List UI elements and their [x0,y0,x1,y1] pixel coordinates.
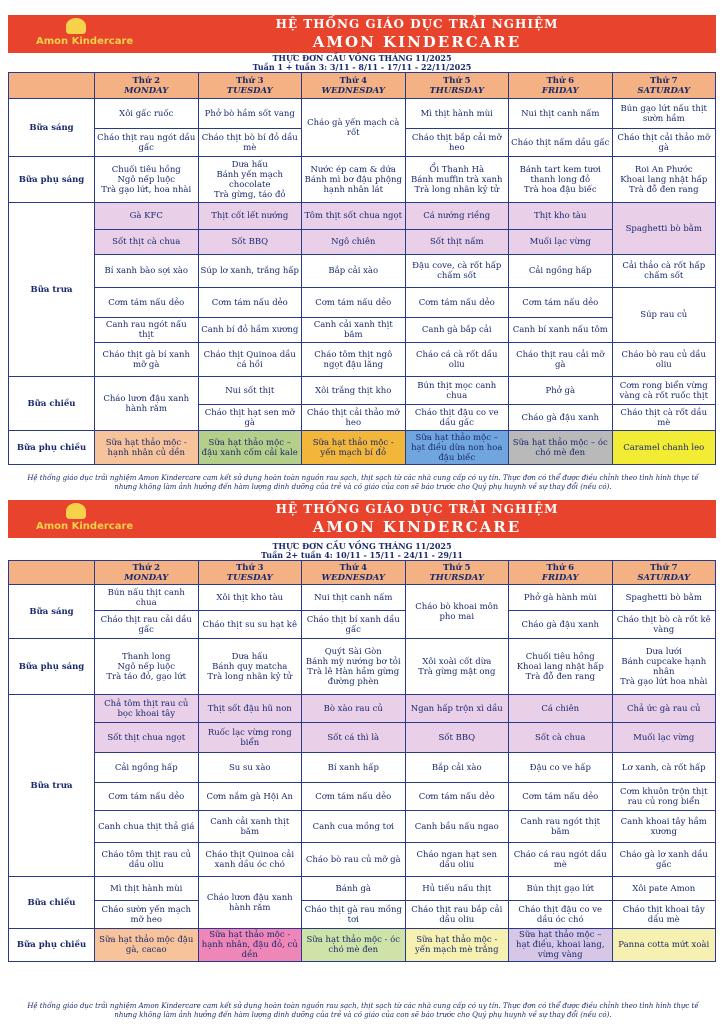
menu-title: THỰC ĐƠN CẦU VỒNG THÁNG 11/2025 [272,53,452,63]
menu-cell: Phở gà [509,377,613,405]
menu-cell: Nước ép cam & dứa Bánh mì bơ đậu phộng hạnh nhân lát [302,157,406,203]
menu-cell: Cháo sườn yến mạch mỡ heo [95,901,199,929]
menu-cell: Cháo thịt bắp cải mỡ heo [405,129,509,157]
menu-cell: Bún thịt mọc canh chua [405,377,509,405]
menu-cell: Cơm tám nấu dẻo [405,288,509,318]
menu-cell: Cháo gà yến mạch cà rốt [302,99,406,157]
menu-cell: Canh rau ngót nấu thịt [95,318,199,343]
menu-cell: Cháo gà đậu xanh [509,405,613,431]
flame-icon [66,503,86,519]
menu-cell: Cải ngồng hấp [509,255,613,288]
menu-cell: Mì thịt hành mùi [405,99,509,129]
menu-cell: Nui sốt thịt [198,377,302,405]
footnote: Hệ thống giáo dục trải nghiệm Amon Kindercare cam kết sử dụng hoàn toàn nguồn rau sạch, thịt sạch từ các nhà cung cấp có uy tín. Thực đơn có thể được điều chỉnh theo tình hình thực tế nhưng không làm ảnh hưởng đến hàm lượng dinh dưỡng của trẻ và có giáo của con sẽ báo trước cho Quý phụ huynh về sự thay đổi (nếu có). [27,474,699,491]
menu-cell: Tôm thịt sốt chua ngọt [302,203,406,230]
menu-cell: Cơm tám nấu dẻo [509,288,613,318]
menu-cell: Sữa hạt thảo mộc - yến mạch mè trắng [405,929,509,962]
menu-cell: Cháo bò rau củ mỡ gà [302,843,406,877]
menu-cell: Cháo tôm thịt rau củ dầu oliu [95,843,199,877]
menu-cell: Muối lạc vừng [509,230,613,255]
menu-cell: Cháo thịt đậu co ve dầu gấc [405,405,509,431]
menu-cell: Dưa hấu Bánh quy matcha Trà long nhãn kỷ tử [198,639,302,695]
menu-cell: Ngan hấp trộn xì dầu [405,695,509,723]
meal-label: Bữa phụ chiều [9,431,95,465]
header-banner [8,15,716,53]
day-header: Thứ 3 TUESDAY [198,561,302,585]
day-header: Thứ 6 FRIDAY [509,73,613,99]
banner-line-2: AMON KINDERCARE [312,518,522,536]
menu-cell: Cháo thịt đậu co ve dầu óc chó [509,901,613,929]
day-header: Thứ 3 TUESDAY [198,73,302,99]
menu-cell: Cháo thịt rau cải mỡ gà [509,343,613,377]
corner-cell [9,73,95,99]
menu-cell: Canh cải xanh thịt băm [302,318,406,343]
banner-line-1: HỆ THỐNG GIÁO DỤC TRẢI NGHIỆM [275,17,559,31]
menu-cell: Ruốc lạc vừng rong biển [198,723,302,753]
menu-cell: Thịt kho tàu [509,203,613,230]
corner-cell [9,561,95,585]
menu-cell: Chuối tiêu hồng Ngô nếp luộc Trà gạo lứt, hoa nhài [95,157,199,203]
menu-table-2 [8,560,716,962]
menu-cell: Sữa hạt thảo mộc - óc chó mè đen [302,929,406,962]
menu-cell: Cháo thịt bò cà rốt kê vàng [612,611,716,639]
footnote: Hệ thống giáo dục trải nghiệm Amon Kindercare cam kết sử dụng hoàn toàn nguồn rau sạch, thịt sạch từ các nhà cung cấp có uy tín. Thực đơn có thể được điều chỉnh theo tình hình thực tế nhưng không làm ảnh hưởng đến hàm lượng dinh dưỡng của trẻ và có giáo của con sẽ báo trước cho Quý phụ huynh về sự thay đổi (nếu có). [27,1002,699,1019]
day-header: Thứ 7 SATURDAY [612,561,716,585]
menu-cell: Sốt thịt chua ngọt [95,723,199,753]
menu-cell: Nui thịt canh nấm [302,585,406,611]
menu-cell: Canh rau ngót thịt băm [509,811,613,843]
day-header: Thứ 5 THURSDAY [405,73,509,99]
menu-cell: Nui thịt canh nấm [509,99,613,129]
menu-cell: Sữa hạt thảo mộc – hạt điều, khoai lang, vừng vàng [509,929,613,962]
menu-cell: Cải thảo cà rốt hấp chấm sốt [612,255,716,288]
menu-cell: Cháo cá cà rốt dầu oliu [405,343,509,377]
menu-cell: Canh gà bắp cải [405,318,509,343]
day-header: Thứ 7 SATURDAY [612,73,716,99]
menu-subtitle: Tuần 1 + tuần 3: 3/11 - 8/11 - 17/11 - 22/11/2025 [252,62,472,72]
menu-cell: Cháo thịt khoai tây dầu mè [612,901,716,929]
menu-cell: Canh bầu nấu ngao [405,811,509,843]
menu-cell: Panna cotta mứt xoài [612,929,716,962]
menu-cell: Spaghetti bò bằm [612,203,716,255]
menu-cell: Cháo thịt hạt sen mỡ gà [198,405,302,431]
menu-cell: Cơm tám nấu dẻo [95,783,199,811]
menu-cell: Sữa hạt thảo mộc - hạnh nhân củ dền [95,431,199,465]
menu-cell: Canh khoai tây hầm xương [612,811,716,843]
menu-cell: Sốt thịt cà chua [95,230,199,255]
menu-cell: Su su xào [198,753,302,783]
menu-cell: Cá nướng riềng [405,203,509,230]
flame-icon [66,18,86,34]
menu-cell: Xôi pate Amon [612,877,716,901]
menu-cell: Bún nấu thịt canh chua [95,585,199,611]
menu-cell: Sữa hạt thảo mộc – đậu xanh cốm cải kale [198,431,302,465]
day-header: Thứ 2 MONDAY [95,561,199,585]
menu-cell: Gà KFC [95,203,199,230]
menu-cell: Chả ức gà rau củ [612,695,716,723]
menu-cell: Cháo thịt bí xanh dầu gấc [302,611,406,639]
menu-cell: Bắp cải xào [302,255,406,288]
menu-cell: Dưa hấu Bánh yến mạch chocolate Trà gừng, táo đỏ [198,157,302,203]
amon-logo [36,503,134,535]
menu-cell: Mì thịt hành mùi [95,877,199,901]
menu-cell: Cơm tám nấu dẻo [302,783,406,811]
menu-cell: Ổi Thanh Hà Bánh muffin trà xanh Trà long nhãn kỷ tử [405,157,509,203]
menu-cell: Roi An Phước Khoai lang nhật hấp Trà đỗ đen rang [612,157,716,203]
menu-cell: Xôi thịt kho tàu [198,585,302,611]
meal-label: Bữa phụ sáng [9,157,95,203]
menu-cell: Quýt Sài Gòn Bánh mỳ nướng bơ tỏi Trà lê Hàn hầm gừng đường phèn [302,639,406,695]
menu-cell: Thịt cốt lết nướng [198,203,302,230]
menu-cell: Cháo tôm thịt ngô ngọt đậu lăng [302,343,406,377]
menu-cell: Canh cua mồng tơi [302,811,406,843]
menu-cell: Caramel chanh leo [612,431,716,465]
menu-cell: Cơm tám nấu dẻo [509,783,613,811]
menu-cell: Cháo thịt cà rốt dầu mè [612,405,716,431]
day-header: Thứ 2 MONDAY [95,73,199,99]
menu-cell: Sốt cà chua [509,723,613,753]
menu-cell: Cơm tám nấu dẻo [95,288,199,318]
banner-line-2: AMON KINDERCARE [312,33,522,51]
menu-cell: Sữa hạt thảo mộc đậu gà, cacao [95,929,199,962]
menu-cell: Cháo cá rau ngót dầu mè [509,843,613,877]
menu-cell: Súp rau củ [612,288,716,343]
meal-label: Bữa chiều [9,377,95,431]
menu-cell: Cháo lươn đậu xanh hành răm [95,377,199,431]
menu-cell: Chả tôm thịt rau củ bọc khoai tây [95,695,199,723]
menu-cell: Hủ tiếu nấu thịt [405,877,509,901]
menu-cell: Bắp cải xào [405,753,509,783]
menu-cell: Chuối tiêu hồng Khoai lang nhật hấp Trà đỗ đen rang [509,639,613,695]
menu-cell: Thịt sốt đậu hũ non [198,695,302,723]
menu-cell: Xôi xoài cốt dừa Trà gừng mật ong [405,639,509,695]
menu-cell: Canh cải xanh thịt băm [198,811,302,843]
meal-label: Bữa sáng [9,585,95,639]
menu-cell: Cơm tám nấu dẻo [198,288,302,318]
menu-cell: Canh bí xanh nấu tôm [509,318,613,343]
menu-cell: Cơm rong biển vừng vàng cà rốt ruốc thịt [612,377,716,405]
menu-cell: Bí xanh hấp [302,753,406,783]
menu-cell: Bún thịt gạo lứt [509,877,613,901]
logo-text: Amon Kindercare [36,521,134,532]
menu-cell: Đậu co ve hấp [509,753,613,783]
menu-cell: Sốt BBQ [405,723,509,753]
menu-cell: Bí xanh bào sợi xào [95,255,199,288]
menu-cell: Cơm nắm gà Hội An [198,783,302,811]
menu-cell: Cháo thịt cải thảo mỡ heo [302,405,406,431]
menu-cell: Xôi gấc ruốc [95,99,199,129]
menu-cell: Sữa hạt thảo mộc – hạt điều dừa non hoa đậu biếc [405,431,509,465]
menu-cell: Spaghetti bò bằm [612,585,716,611]
menu-cell: Sốt BBQ [198,230,302,255]
menu-cell: Cháo thịt Quinoa cải xanh dầu óc chó [198,843,302,877]
menu-cell: Sữa hạt thảo mộc - hạnh nhân, đậu đỏ, củ dền [198,929,302,962]
meal-label: Bữa phụ sáng [9,639,95,695]
menu-cell: Phở bò hầm sốt vang [198,99,302,129]
menu-cell: Xôi trắng thịt kho [302,377,406,405]
menu-cell: Canh bí đỏ hầm xương [198,318,302,343]
menu-cell: Bánh tart kem tươi thanh long đỏ Trà hoa đậu biếc [509,157,613,203]
menu-cell: Cháo ngan hạt sen dầu oliu [405,843,509,877]
menu-cell: Cháo thịt rau cải dầu gấc [95,611,199,639]
menu-cell: Sữa hạt thảo mộc – óc chó mè đen [509,431,613,465]
menu-cell: Cơm tám nấu dẻo [405,783,509,811]
menu-cell: Cháo bò rau củ dầu oliu [612,343,716,377]
menu-cell: Bún gạo lứt nấu thịt sườn hầm [612,99,716,129]
menu-cell: Cải ngồng hấp [95,753,199,783]
meal-label: Bữa sáng [9,99,95,157]
menu-cell: Cháo gà đậu xanh [509,611,613,639]
menu-cell: Cháo thịt rau bắp cải dầu oliu [405,901,509,929]
menu-cell: Cơm tám nấu dẻo [302,288,406,318]
menu-title: THỰC ĐƠN CẦU VỒNG THÁNG 11/2025 [272,541,452,551]
menu-cell: Cháo thịt cải thảo mỡ gà [612,129,716,157]
amon-logo [36,18,134,50]
menu-cell: Sữa hạt thảo mộc - yến mạch bí đỏ [302,431,406,465]
menu-cell: Muối lạc vừng [612,723,716,753]
day-header: Thứ 6 FRIDAY [509,561,613,585]
day-header: Thứ 4 WEDNESDAY [302,561,406,585]
menu-cell: Cháo lươn đậu xanh hành răm [198,877,302,929]
menu-cell: Đậu cove, cà rốt hấp chấm sốt [405,255,509,288]
menu-cell: Bò xào rau củ [302,695,406,723]
header-banner [8,500,716,538]
banner-line-1: HỆ THỐNG GIÁO DỤC TRẢI NGHIỆM [275,502,559,516]
menu-cell: Ngô chiên [302,230,406,255]
menu-cell: Cá chiên [509,695,613,723]
menu-cell: Cháo gà lơ xanh dầu gấc [612,843,716,877]
meal-label: Bữa chiều [9,877,95,929]
menu-cell: Cháo thịt rau ngót dầu gấc [95,129,199,157]
meal-label: Bữa trưa [9,203,95,377]
menu-cell: Cháo bò khoai môn pho mai [405,585,509,639]
day-header: Thứ 5 THURSDAY [405,561,509,585]
menu-cell: Canh chua thịt thả giá [95,811,199,843]
menu-cell: Súp lơ xanh, trắng hấp [198,255,302,288]
menu-cell: Cháo thịt nấm dầu gấc [509,129,613,157]
menu-cell: Lơ xanh, cà rốt hấp [612,753,716,783]
menu-cell: Thanh long Ngô nếp luộc Trà táo đỏ, gạo lứt [95,639,199,695]
menu-cell: Cháo thịt Quinoa dầu cá hồi [198,343,302,377]
day-header: Thứ 4 WEDNESDAY [302,73,406,99]
menu-table-1 [8,72,716,465]
menu-cell: Cháo thịt bò bí đỏ dầu mè [198,129,302,157]
menu-cell: Sốt thịt nấm [405,230,509,255]
menu-cell: Dưa lưới Bánh cupcake hạnh nhân Trà gạo lứt hoa nhài [612,639,716,695]
menu-subtitle: Tuần 2+ tuần 4: 10/11 - 15/11 - 24/11 - 29/11 [261,550,463,560]
menu-cell: Sốt cá thì là [302,723,406,753]
menu-cell: Phở gà hành mùi [509,585,613,611]
menu-cell: Cháo thịt gà bí xanh mỡ gà [95,343,199,377]
logo-text: Amon Kindercare [36,36,134,47]
meal-label: Bữa phụ chiều [9,929,95,962]
meal-label: Bữa trưa [9,695,95,877]
menu-cell: Bánh gà [302,877,406,901]
menu-cell: Cơm khuôn trộn thịt rau củ rong biển [612,783,716,811]
menu-cell: Cháo thịt gà rau mồng tơi [302,901,406,929]
menu-cell: Cháo thịt su su hạt kê [198,611,302,639]
